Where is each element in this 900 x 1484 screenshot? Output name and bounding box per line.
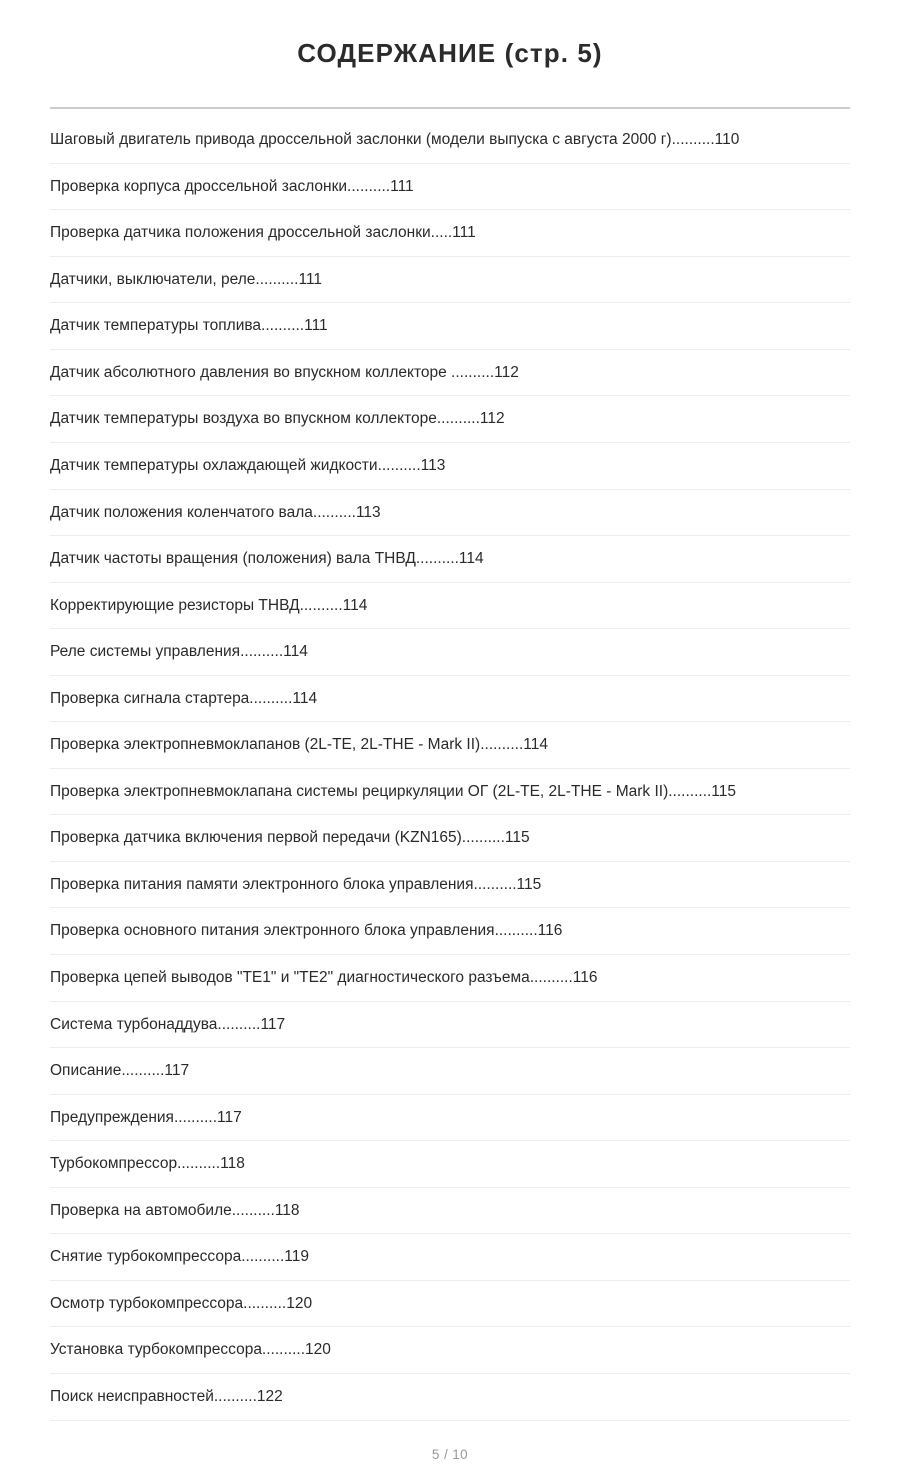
table-of-contents [50, 109, 850, 1420]
toc-entry[interactable]: Осмотр турбокомпрессора..........120 [50, 1281, 850, 1328]
toc-entry[interactable]: Проверка питания памяти электронного блока управления..........115 [50, 862, 850, 909]
toc-entry[interactable]: Датчик температуры воздуха во впускном коллекторе..........112 [50, 396, 850, 443]
toc-entry[interactable]: Установка турбокомпрессора..........120 [50, 1327, 850, 1374]
toc-entry[interactable]: Шаговый двигатель привода дроссельной заслонки (модели выпуска с августа 2000 г)..........110 [50, 109, 850, 164]
toc-entry[interactable]: Реле системы управления..........114 [50, 629, 850, 676]
toc-entry[interactable]: Снятие турбокомпрессора..........119 [50, 1234, 850, 1281]
toc-entry[interactable]: Датчик температуры топлива..........111 [50, 303, 850, 350]
page-title: СОДЕРЖАНИЕ (стр. 5) [297, 38, 603, 68]
toc-entry[interactable]: Проверка цепей выводов "ТЕ1" и "ТЕ2" диагностического разъема..........116 [50, 955, 850, 1002]
toc-entry[interactable]: Проверка основного питания электронного блока управления..........116 [50, 908, 850, 955]
toc-entry[interactable]: Турбокомпрессор..........118 [50, 1141, 850, 1188]
toc-entry[interactable]: Датчик положения коленчатого вала..........113 [50, 490, 850, 537]
toc-entry[interactable]: Предупреждения..........117 [50, 1095, 850, 1142]
toc-entry[interactable]: Проверка электропневмоклапана системы рециркуляции ОГ (2L-TE, 2L-THE - Mark II)..........115 [50, 769, 850, 816]
toc-entry[interactable]: Проверка на автомобиле..........118 [50, 1188, 850, 1235]
toc-entry[interactable]: Проверка датчика включения первой передачи (KZN165)..........115 [50, 815, 850, 862]
toc-entry[interactable]: Датчик частоты вращения (положения) вала ТНВД..........114 [50, 536, 850, 583]
toc-entry[interactable]: Система турбонаддува..........117 [50, 1002, 850, 1049]
page-footer: 5 / 10 [431, 1446, 469, 1462]
toc-entry[interactable]: Корректирующие резисторы ТНВД..........114 [50, 583, 850, 630]
toc-entry[interactable]: Проверка электропневмоклапанов (2L-TE, 2L-THE - Mark II)..........114 [50, 722, 850, 769]
toc-entry[interactable]: Описание..........117 [50, 1048, 850, 1095]
toc-entry[interactable]: Проверка сигнала стартера..........114 [50, 676, 850, 723]
toc-entry[interactable]: Проверка датчика положения дроссельной заслонки.....111 [50, 210, 850, 257]
toc-entry[interactable]: Датчик температуры охлаждающей жидкости..........113 [50, 443, 850, 490]
toc-entry[interactable]: Проверка корпуса дроссельной заслонки..........111 [50, 164, 850, 211]
toc-entry[interactable]: Датчики, выключатели, реле..........111 [50, 257, 850, 304]
title-block [0, 0, 900, 69]
toc-entry[interactable]: Поиск неисправностей..........122 [50, 1374, 850, 1421]
toc-entry[interactable]: Датчик абсолютного давления во впускном коллекторе ..........112 [50, 350, 850, 397]
